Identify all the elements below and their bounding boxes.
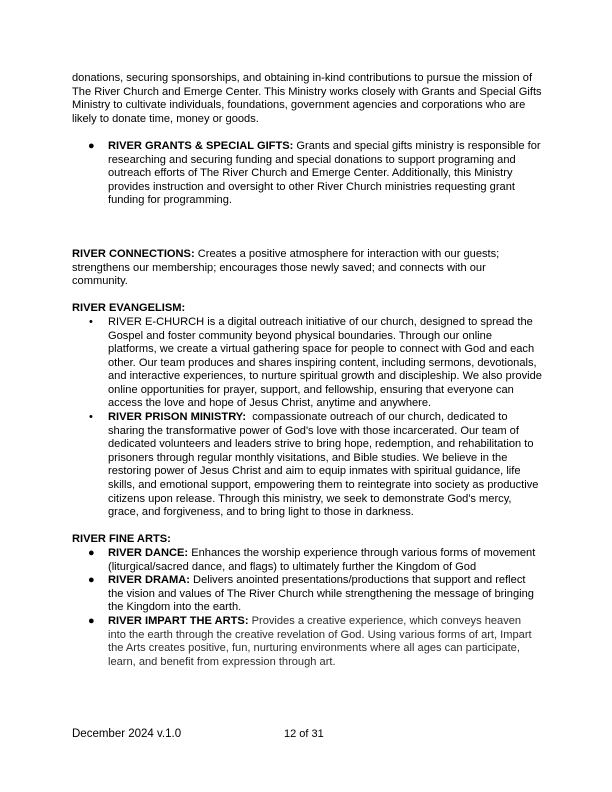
bullet-icon: ● [88,139,95,152]
grants-title: RIVER GRANTS & SPECIAL GIFTS: [108,139,294,152]
list-item-impart-the-arts [72,615,542,669]
evangelism-heading [72,302,542,316]
bullet-icon: • [89,411,93,424]
evangelism-list [72,316,542,520]
bullet-icon: • [89,315,93,328]
list-item-grants [72,140,542,208]
drama-title: RIVER DRAMA: [108,574,190,587]
prison-ministry-text: compassionate outreach of our church, dedicated to sharing the transformative power of God's love with those incarcerated. Our team of dedicated volunteers and leaders strive to bring hope, redemption, and rehabilitation to prisoners through regular monthly visitations, and Bible studies. We believe in the restoring power of Jesus Christ and aim to equip inmates with spiritual guidance, life skills, and emotional support, empowering them to reintegrate into society as productive citizens upon release. Through this ministry, we seek to demonstrate God's mercy, grace, and forgiveness, and to bring light to those in darkness. [108,411,542,519]
fine-arts-heading-text: RIVER FINE ARTS: [72,533,171,546]
impart-text: Provides a creative experience, which conveys heaven into the earth through the creative revelation of God. Using various forms of art, Impart the Arts creates positive, fun, nurturing environments where all ages can participate, learn, and benefit from expression through art. [108,614,532,668]
fine-arts-heading [72,533,542,547]
prison-ministry-title: RIVER PRISON MINISTRY: [108,411,247,424]
connections-paragraph [72,248,542,289]
list-item-drama [72,574,542,615]
dance-title: RIVER DANCE: [108,547,189,559]
grants-text: Grants and special gifts ministry is responsible for researching and securing funding and special donations to support programing and outreach efforts of The River Church and Emerge Center. Additionally, this Ministry provides instruction and oversight to other River Church ministries requesting grant funding for programming. [108,139,541,207]
footer-version: December 2024 v.1.0 [72,728,182,740]
list-item-echurch [72,316,542,411]
bullet-icon: ● [88,614,95,627]
footer-page-number: 12 of 31 [284,728,324,740]
connections-text: Creates a positive atmosphere for interaction with our guests; strengthens our membership; encourages those newly saved; and connects with our community. [72,247,500,288]
list-item-dance [72,547,542,574]
evangelism-heading-text: RIVER EVANGELISM: [72,302,186,315]
document-page [72,72,542,669]
list-item-prison-ministry [72,411,542,520]
connections-title: RIVER CONNECTIONS: [72,247,195,260]
drama-text: Delivers anointed presentations/productions that support and reflect the vision and values of The River Church while strengthening the message of bringing the Kingdom into the earth. [108,574,534,614]
bullet-icon: ● [88,547,95,559]
grants-list [72,140,542,208]
echurch-text: RIVER E-CHURCH is a digital outreach initiative of our church, designed to spread the Gospel and foster community beyond physical boundaries. Through our online platforms, we create a virtual gathering space for people to connect with God and each other. Our team produces and shares inspiring content, including sermons, devotionals, and interactive experiences, to nurture spiritual growth and discipleship. We also provide online opportunities for prayer, support, and fellowship, ensuring that everyone can access the love and hope of Jesus Christ, anytime and anywhere. [108,315,542,410]
dance-text: Enhances the worship experience through various forms of movement (liturgical/sacred dance, and flags) to ultimately further the Kingdom of God [108,547,536,573]
intro-paragraph: donations, securing sponsorships, and obtaining in-kind contributions to pursue the mission of The River Church and Emerge Center. This Ministry works closely with Grants and Special Gifts Ministry to cultivate individuals, foundations, government agencies and corporations who are likely to donate time, money or goods. [72,72,542,125]
fine-arts-list [72,547,542,669]
impart-title: RIVER IMPART THE ARTS: [108,614,249,627]
bullet-icon: ● [88,574,95,587]
